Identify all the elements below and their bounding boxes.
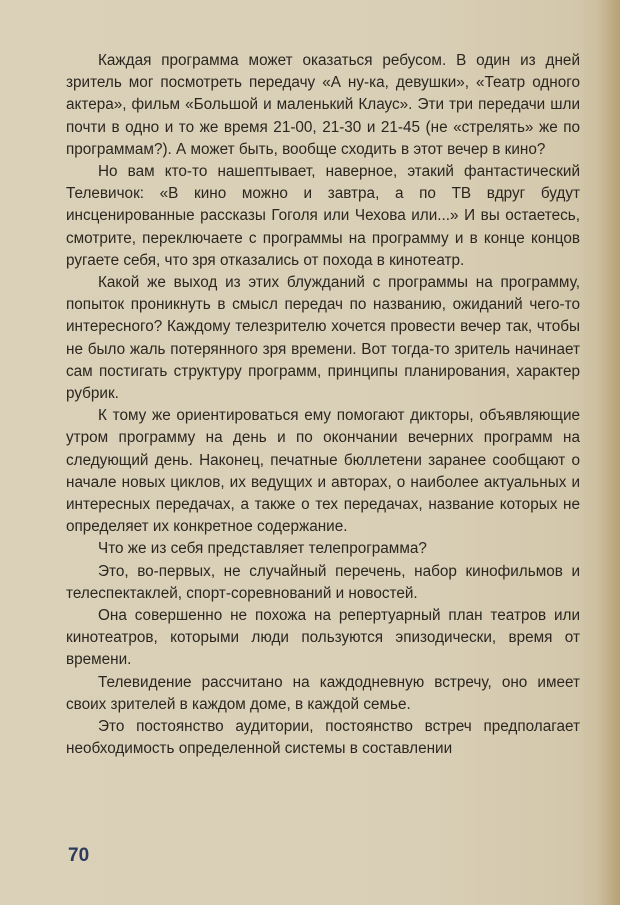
paragraph-7: Она совершенно не похожа на репертуарный план театров или кинотеатров, которыми люди пользуются эпизодически, время от времени. — [66, 607, 580, 669]
paragraph-1: Каждая программа может оказаться ребусом. В один из дней зритель мог посмотреть передачу «А ну-ка, девушки», «Театр одного актера», фильм «Большой и маленький Клаус». Эти три передачи шли почти в одно и то же время 21-00, 21-30 и 21-45 (не «стрелять» же по программам?). А может быть, вообще сходить в этот вечер в кино? — [66, 52, 580, 158]
paragraph-9: Это постоянство аудитории, постоянство встреч предполагает необходимость определенной системы в составлении — [66, 718, 580, 758]
page-number: 70 — [68, 845, 90, 866]
paragraph-6: Это, во-первых, не случайный перечень, набор кинофильмов и телеспектаклей, спорт-соревнований и новостей. — [66, 562, 580, 602]
paragraph-5: Что же из себя представляет телепрограмма? — [98, 540, 427, 558]
paragraph-4: К тому же ориентироваться ему помогают дикторы, объявляющие утром программу на день и по окончании вечерних программ на следующий день. Наконец, печатные бюллетени заранее сообщают о начале новых циклов, их ведущих и авторах, о наиболее актуальных и интересных передачах, а также о тех передачах, название которых не определяет их конкретное содержание. — [66, 407, 580, 536]
book-spine-shadow — [598, 0, 620, 905]
paragraph-3: Какой же выход из этих блужданий с программы на программу, попыток проникнуть в смысл передач по названию, ожиданий чего-то интересного? Каждому телезрителю хочется провести вечер так, чтобы не было жаль потерянного зря времени. Вот тогда-то зритель начинает сам постигать структуру программ, принципы планирования, характер рубрик. — [66, 274, 580, 403]
body-text — [66, 50, 580, 761]
paragraph-2: Но вам кто-то нашептывает, наверное, этакий фантастический Телевичок: «В кино можно и завтра, а по ТВ вдруг будут инсценированные рассказы Гоголя или Чехова или...» И вы остаетесь, смотрите, переключаете с программы на программу и в конце концов ругаете себя, что зря отказались от похода в кинотеатр. — [66, 163, 580, 269]
paragraph-8: Телевидение рассчитано на каждодневную встречу, оно имеет своих зрителей в каждом доме, в каждой семье. — [66, 673, 580, 713]
